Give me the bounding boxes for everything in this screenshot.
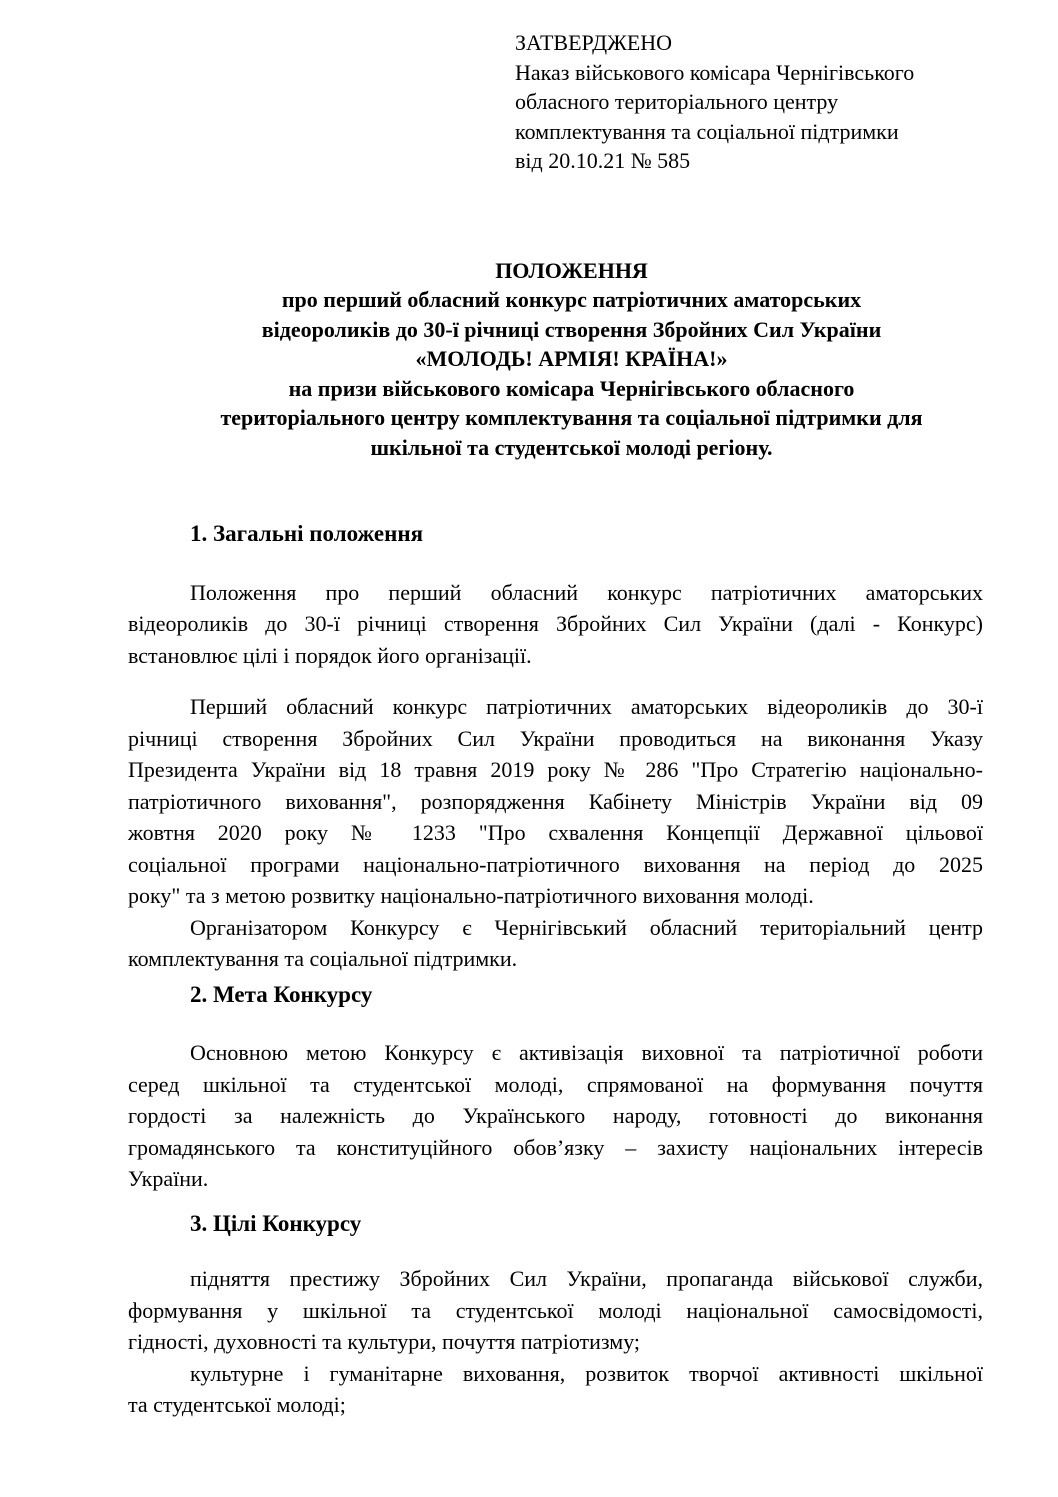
text-line: Перший обласний конкурс патріотичних аматорських відеороликів до 30-ї xyxy=(190,694,983,719)
text-line: жовтня 2020 року № 1233 "Про схвалення Концепції Державної цільової xyxy=(128,820,983,845)
paragraph xyxy=(128,577,983,672)
paragraph xyxy=(128,1358,983,1421)
approval-block xyxy=(515,28,983,176)
section-2-heading: 2. Мета Конкурсу xyxy=(190,981,373,1007)
section-1-heading: 1. Загальні положення xyxy=(190,521,424,546)
paragraph xyxy=(128,912,983,975)
text-line: року" та з метою розвитку національно-патріотичного виховання молоді. xyxy=(128,883,814,908)
text-line: гідності, духовності та культури, почуття патріотизму; xyxy=(128,1329,641,1354)
title-line: шкільної та студентської молоді регіону. xyxy=(370,434,773,460)
approval-line: обласного територіального центру xyxy=(515,89,839,114)
text-line: культурне і гуманітарне виховання, розвиток творчої активності шкільної xyxy=(190,1360,983,1386)
text-line: патріотичного виховання", розпорядження Кабінету Міністрів України від 09 xyxy=(128,788,983,814)
text-line: встановлює цілі і порядок його організації. xyxy=(128,642,532,668)
text-line: Президента України від 18 травня 2019 року № 286 "Про Стратегію національно- xyxy=(128,757,983,782)
approval-line: від 20.10.21 № 585 xyxy=(515,148,691,173)
text-line: України. xyxy=(128,1166,209,1191)
title-line: відеороликів до 30-ї річниці створення Збройних Сил України xyxy=(261,316,882,342)
title-line: про перший обласний конкурс патріотичних аматорських xyxy=(281,287,862,312)
text-line: Положення про перший обласний конкурс патріотичних аматорських xyxy=(190,579,983,605)
document-title xyxy=(128,256,983,463)
paragraph xyxy=(128,1037,983,1195)
text-line: Основною метою Конкурсу є активізація виховної та патріотичної роботи xyxy=(190,1040,983,1065)
text-line: гордості за належність до Українського народу, готовності до виконання xyxy=(128,1103,983,1128)
section-3-heading: 3. Цілі Конкурсу xyxy=(190,1210,362,1236)
title-line: на призи військового комісара Чернігівського обласного xyxy=(288,375,855,401)
text-line: підняття престижу Збройних Сил України, пропаганда військової служби, xyxy=(190,1266,983,1291)
text-line: серед шкільної та студентської молоді, спрямованої на формування почуття xyxy=(128,1071,983,1097)
text-line: соціальної програми національно-патріотичного виховання на період до 2025 xyxy=(128,851,983,877)
text-line: річниці створення Збройних Сил України проводиться на виконання Указу xyxy=(128,725,983,751)
text-line: громадянського та конституційного обов’язку – захисту національних інтересів xyxy=(128,1134,983,1160)
text-line: комплектування та соціальної підтримки. xyxy=(128,946,518,971)
text-line: формування у шкільної та студентської молоді національної самосвідомості, xyxy=(128,1297,983,1323)
text-line: Організатором Конкурсу є Чернігівський обласний територіальний центр xyxy=(190,914,983,940)
paragraph xyxy=(128,1263,983,1358)
text-line: відеороликів до 30-ї річниці створення Збройних Сил України (далі - Конкурс) xyxy=(128,611,983,636)
title-line: «МОЛОДЬ! АРМІЯ! КРАЇНА!» xyxy=(415,346,728,371)
title-line: ПОЛОЖЕННЯ xyxy=(495,257,648,283)
approval-line: Наказ військового комісара Чернігівського xyxy=(515,59,915,85)
approval-line: комплектування та соціальної підтримки xyxy=(515,118,899,144)
paragraph xyxy=(128,691,983,912)
text-line: та студентської молоді; xyxy=(128,1392,346,1417)
approval-line: ЗАТВЕРДЖЕНО xyxy=(515,30,673,55)
title-line: територіального центру комплектування та соціальної підтримки для xyxy=(220,405,923,430)
